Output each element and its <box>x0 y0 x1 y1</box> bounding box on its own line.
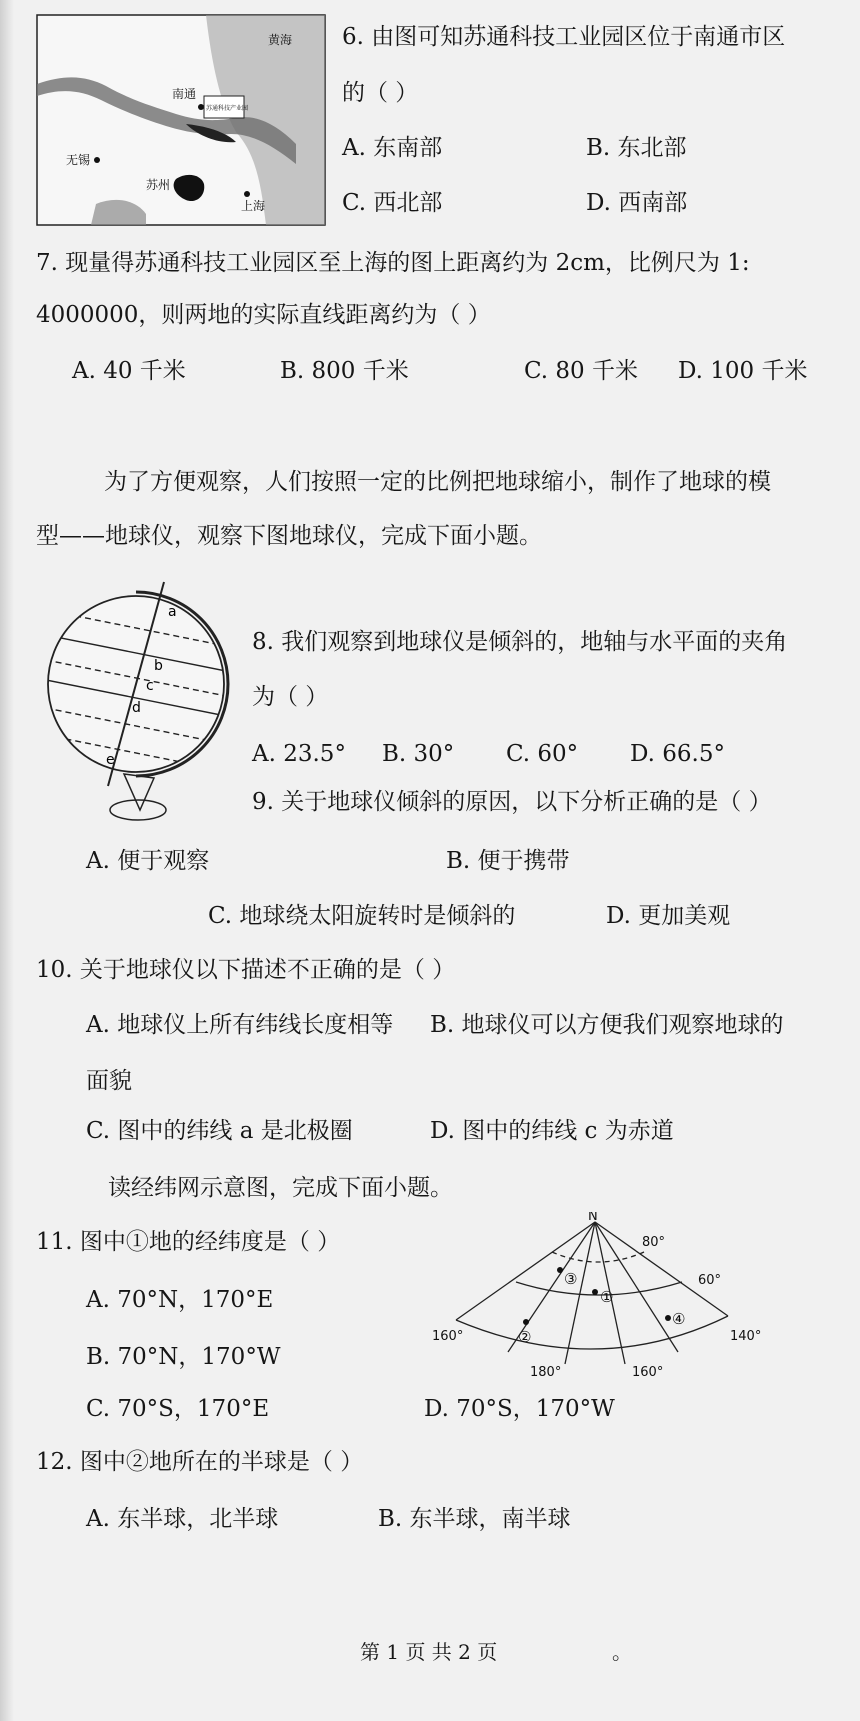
q6-option-c: C. 西北部 <box>342 190 443 216</box>
globe-label-b: b <box>154 658 163 674</box>
q10-option-d: D. 图中的纬线 c 为赤道 <box>430 1118 674 1144</box>
q9-option-d: D. 更加美观 <box>606 903 731 929</box>
q12-option-b: B. 东半球，南半球 <box>378 1506 571 1532</box>
globe-intro-line2: 型——地球仪，观察下图地球仪，完成下面小题。 <box>36 523 542 549</box>
page-edge-shadow <box>0 0 14 1721</box>
grid-point-2: ② <box>518 1328 532 1346</box>
q9-option-a: A. 便于观察 <box>86 848 210 874</box>
map-label-nantong: 南通 <box>172 87 197 101</box>
grid-label-n: N <box>588 1212 598 1224</box>
map-figure <box>36 14 326 226</box>
q7-option-d: D. 100 千米 <box>678 358 808 384</box>
q11-option-d: D. 70°S，170°W <box>424 1396 615 1422</box>
q6-stem-line2: 的（ ） <box>342 80 419 106</box>
map-label-shanghai: 上海 <box>241 199 266 213</box>
q8-option-b: B. 30° <box>382 741 455 767</box>
grid-label-lon160w: 160° <box>432 1329 464 1344</box>
grid-point-4: ④ <box>672 1310 686 1328</box>
q8-option-c: C. 60° <box>506 741 579 767</box>
q9-option-b: B. 便于携带 <box>446 848 570 874</box>
q6-stem-line1: 6. 由图可知苏通科技工业园区位于南通市区 <box>342 24 786 50</box>
globe-label-d: d <box>132 700 141 716</box>
q6-option-b: B. 东北部 <box>586 135 687 161</box>
grid-label-lat80: 80° <box>642 1235 666 1250</box>
q7-stem-line1: 7. 现量得苏通科技工业园区至上海的图上距离约为 2cm，比例尺为 1: <box>36 250 750 276</box>
q10-stem: 10. 关于地球仪以下描述不正确的是（ ） <box>36 957 456 983</box>
q9-stem: 9. 关于地球仪倾斜的原因，以下分析正确的是（ ） <box>252 789 772 815</box>
q7-option-c: C. 80 千米 <box>524 358 638 384</box>
grid-point-3: ③ <box>564 1270 578 1288</box>
globe-label-a: a <box>168 604 177 620</box>
map-label-suzhou: 苏州 <box>146 178 171 192</box>
q11-option-a: A. 70°N，170°E <box>86 1287 274 1313</box>
q10-option-c: C. 图中的纬线 a 是北极圈 <box>86 1118 353 1144</box>
q7-stem-line2: 4000000，则两地的实际直线距离约为（ ） <box>36 302 491 328</box>
q6-option-d: D. 西南部 <box>586 190 688 216</box>
q8-stem-line2: 为（ ） <box>252 684 329 710</box>
globe-figure <box>36 578 236 838</box>
q11-stem: 11. 图中①地的经纬度是（ ） <box>36 1229 341 1255</box>
map-label-park: 苏通科技产业园 <box>206 105 249 112</box>
q11-option-b: B. 70°N，170°W <box>86 1344 281 1370</box>
q8-option-a: A. 23.5° <box>252 741 346 767</box>
grid-label-lat60: 60° <box>698 1273 722 1288</box>
q7-option-b: B. 800 千米 <box>280 358 409 384</box>
globe-label-e: e <box>106 752 115 768</box>
grid-intro: 读经纬网示意图，完成下面小题。 <box>108 1175 453 1201</box>
page-footer: 第 1 页 共 2 页 <box>360 1640 498 1664</box>
latlon-grid-figure <box>430 1212 770 1382</box>
q6-option-a: A. 东南部 <box>342 135 443 161</box>
q8-stem-line1: 8. 我们观察到地球仪是倾斜的，地轴与水平面的夹角 <box>252 629 788 655</box>
grid-label-lon160e: 160° <box>632 1365 664 1380</box>
q10-option-a: A. 地球仪上所有纬线长度相等 <box>86 1012 394 1038</box>
q9-option-c: C. 地球绕太阳旋转时是倾斜的 <box>208 903 516 929</box>
q10-option-b-line1: B. 地球仪可以方便我们观察地球的 <box>430 1012 784 1038</box>
q8-option-d: D. 66.5° <box>630 741 725 767</box>
q12-option-a: A. 东半球，北半球 <box>86 1506 279 1532</box>
grid-label-lon140: 140° <box>730 1329 762 1344</box>
grid-label-lon180: 180° <box>530 1365 562 1380</box>
q10-option-b-line2: 面貌 <box>86 1068 132 1094</box>
globe-label-c: c <box>146 678 154 694</box>
footer-mark: 。 <box>612 1640 632 1664</box>
q11-option-c: C. 70°S，170°E <box>86 1396 270 1422</box>
grid-point-1: ① <box>600 1288 614 1306</box>
globe-intro-line1: 为了方便观察，人们按照一定的比例把地球缩小，制作了地球的模 <box>104 469 771 495</box>
map-label-huanghai: 黄海 <box>268 33 293 47</box>
q7-option-a: A. 40 千米 <box>72 358 186 384</box>
q12-stem: 12. 图中②地所在的半球是（ ） <box>36 1449 364 1475</box>
map-label-wuxi: 无锡 <box>66 153 91 167</box>
